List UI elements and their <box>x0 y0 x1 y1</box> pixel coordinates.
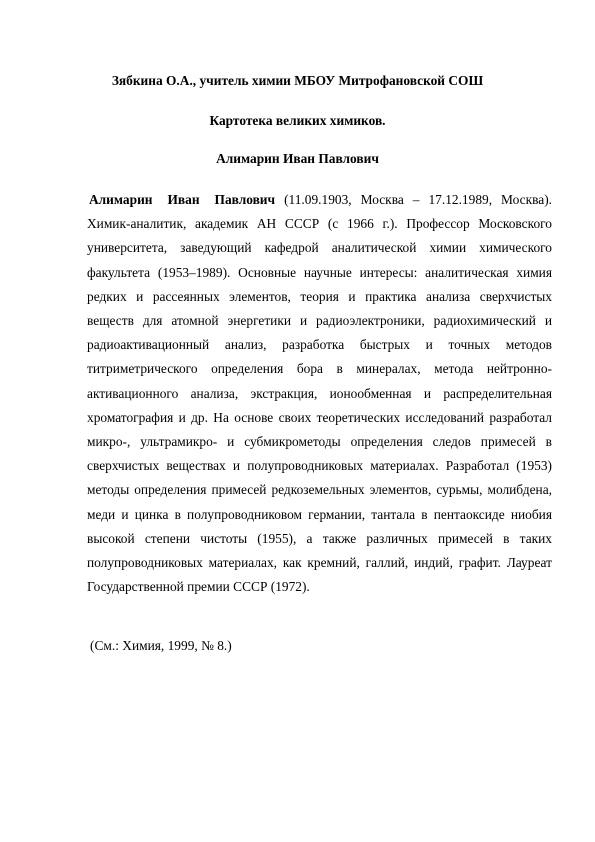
document-title: Картотека великих химиков. <box>209 113 386 128</box>
source-note: (См.: Химия, 1999, № 8.) <box>90 638 232 653</box>
biography-text: (11.09.1903, Москва – 17.12.1989, Москва). Химик-аналитик, академик АН СССР (с 1966 г.). Профессор Московского университета, заведующий кафедрой аналитической химии химического факультета (1953–1989). Основные научные интересы: аналитическая химия редких и рассеянных элементов, теория и практика анализа сверхчистых веществ для атомной энергетики и радиоэлектроники, радиохимический и радиоактивационный анализ, разработка быстрых и точных методов титриметрического определения бора в минералах, метода нейтронно-активационного анализа, экстракция, ионообменная и распределительная хроматография и др. На основе своих теоретических исследований разработал микро-, ультрамикро- и субмикрометоды определения следов примесей в сверхчистых веществах и полупроводниковых материалах. Разработал (1953) методы определения примесей редкоземельных элементов, сурьмы, молибдена, меди и цинка в полупроводниковом германии, тантала в пентаоксиде ниобия высокой степени чистоты (1955), а также различных примесей в таких полупроводниковых материалах, как кремний, галлий, индий, графит. Лауреат Государственной премии СССР (1972). <box>87 192 553 595</box>
biography-paragraph <box>87 188 552 599</box>
author-line: Зябкина О.А., учитель химии МБОУ Митрофановской СОШ <box>111 73 484 88</box>
person-heading: Алимарин Иван Павлович <box>216 151 379 166</box>
person-name-bold: Алимарин Иван Павлович <box>89 192 276 207</box>
